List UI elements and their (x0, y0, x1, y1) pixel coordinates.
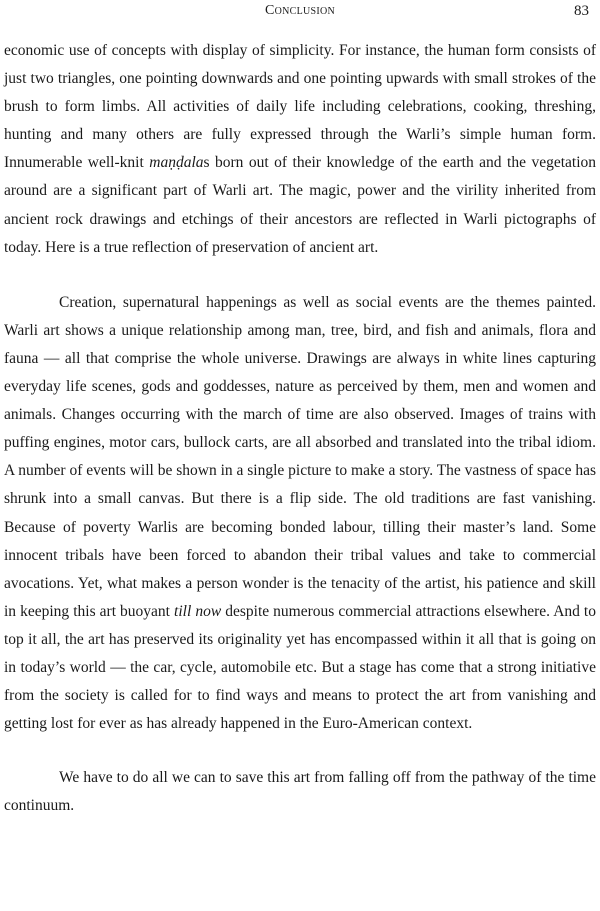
paragraph-2-italic-phrase: till now (174, 602, 222, 620)
body-text (4, 37, 596, 820)
paragraph-3-text: We have to do all we can to save this art from falling off from the pathway of the time continuum. (4, 769, 596, 815)
paragraph-1-text-2: s born out of their knowledge of the earth and the vegetation around are a significant part of Warli art. The magic, power and the virility inherited from ancient rock drawings and etchings of their ancestors are reflected in Warli pictographs of today. Here is a true reflection of preservation of ancient art. (4, 154, 596, 256)
paragraph-3 (4, 764, 596, 820)
paragraph-2-text-1: Creation, supernatural happenings as well as social events are the themes painted. Warli art shows a unique relationship among man, tree, bird, and fish and animals, flora and fauna — all that comprise the whole universe. Drawings are always in white lines capturing everyday life scenes, gods and goddesses, nature as perceived by them, men and women and animals. Changes occurring with the march of time are also observed. Images of trains with puffing engines, motor cars, bullock carts, are all absorbed and translated into the tribal idiom. A number of events will be shown in a single picture to make a story. The vastness of space has shrunk into a small canvas. But there is a flip side. The old traditions are fast vanishing. Because of poverty Warlis are becoming bonded labour, tilling their master’s land. Some innocent tribals have been forced to abandon their tribal values and take to commercial avocations. Yet, what makes a person wonder is the tenacity of the artist, his patience and skill in keeping this art buoyant (4, 293, 596, 620)
paragraph-1-text-1: economic use of concepts with display of simplicity. For instance, the human form consists of just two triangles, one pointing downwards and one pointing upwards with small strokes of the brush to form limbs. All activities of daily life including celebrations, cooking, threshing, hunting and many others are fully expressed through the Warli’s simple human form. Innumerable well-knit (4, 42, 596, 172)
running-title: Conclusion (264, 3, 336, 18)
paragraph-2-text-2: despite numerous commercial attractions elsewhere. And to top it all, the art has preserved its originality yet has encompassed within it all that is going on in today’s world — the car, cycle, automobile etc. But a stage has come that a strong initiative from the society is called for to find ways and means to protect the art from vanishing and getting lost for ever as has already happened in the Euro-American context. (4, 602, 596, 733)
running-head (0, 1, 600, 21)
paragraph-spacer (4, 738, 596, 764)
paragraph-1-italic-term: maṇḍala (149, 154, 204, 172)
page-number: 83 (574, 3, 589, 19)
paragraph-spacer (4, 262, 596, 289)
paragraph-1 (4, 37, 596, 262)
paragraph-2 (4, 289, 596, 739)
